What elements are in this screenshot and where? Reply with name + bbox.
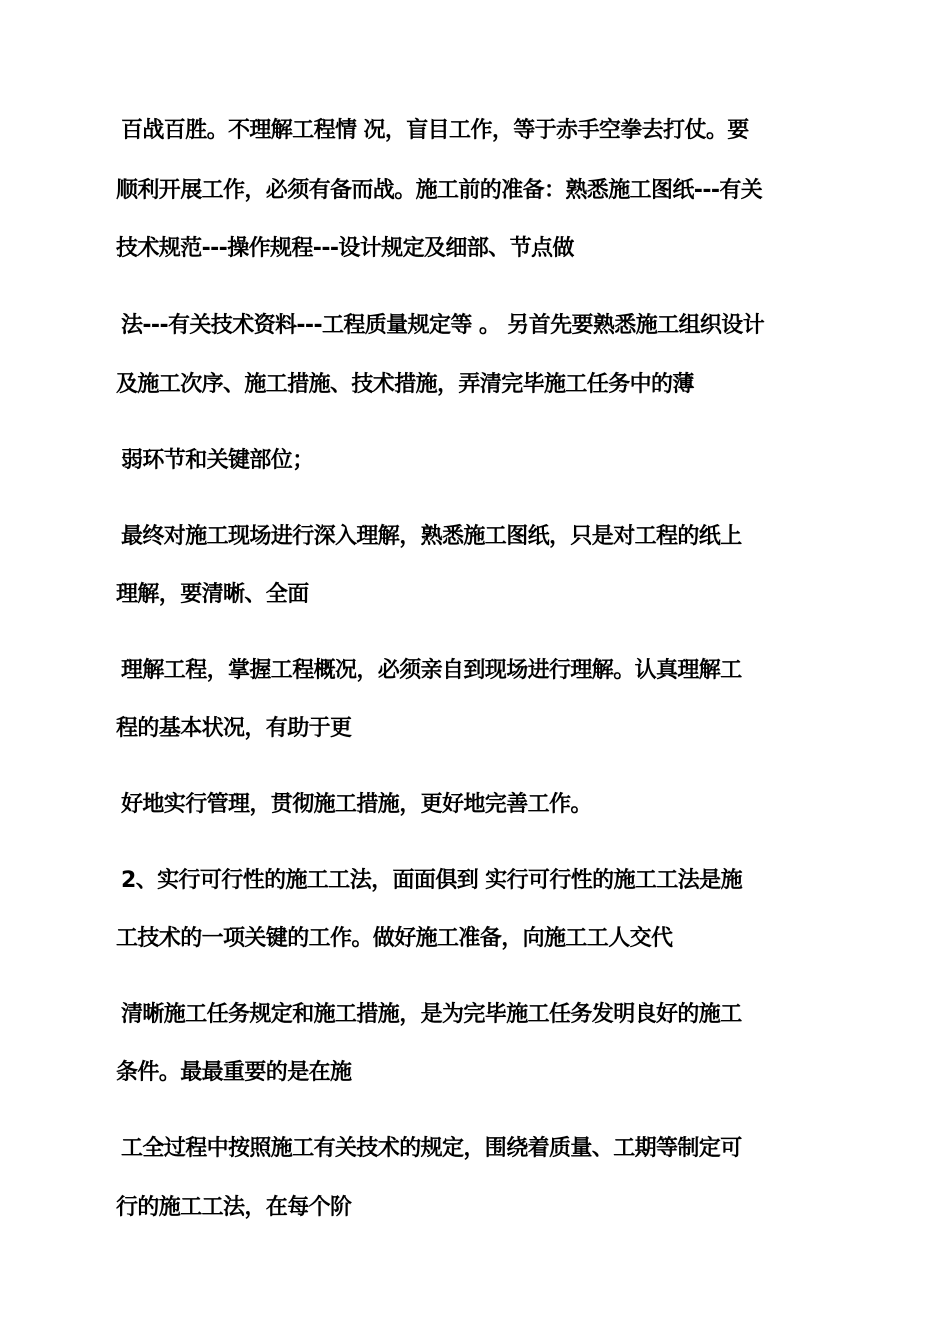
text-line: 百战百胜。不理解工程情 况，盲目工作，等于赤手空拳去打仗。要 (121, 118, 749, 143)
text-line: 清晰施工任务规定和施工措施，是为完毕施工任务发明良好的施工 (121, 1002, 742, 1027)
text-line: 工技术的一项关键的工作。做好施工准备，向施工工人交代 (116, 926, 673, 951)
text-line: 顺利开展工作，必须有备而战。施工前的准备：熟悉施工图纸---有关 (116, 178, 763, 203)
text-line: 法---有关技术资料---工程质量规定等 。 另首先要熟悉施工组织设计 (121, 313, 765, 338)
text-line: 程的基本状况，有助于更 (116, 716, 352, 741)
text-line: 2、实行可行性的施工工法，面面俱到 实行可行性的施工工法是施 (121, 868, 742, 893)
text-line: 技术规范---操作规程---设计规定及细部、节点做 (116, 236, 574, 261)
text-line: 及施工次序、施工措施、技术措施，弄清完毕施工任务中的薄 (116, 372, 694, 397)
text-line: 理解工程，掌握工程概况，必须亲自到现场进行理解。认真理解工 (121, 658, 742, 683)
text-line: 弱环节和关键部位； (121, 448, 314, 473)
text-line: 工全过程中按照施工有关技术的规定，围绕着质量、工期等制定可 (121, 1136, 742, 1161)
text-line: 最终对施工现场进行深入理解，熟悉施工图纸，只是对工程的纸上 (121, 524, 742, 549)
text-line: 行的施工工法，在每个阶 (116, 1195, 352, 1220)
text-line: 好地实行管理，贯彻施工措施，更好地完善工作。 (121, 792, 592, 817)
text-line: 理解，要清晰、全面 (116, 582, 309, 607)
text-line: 条件。最最重要的是在施 (116, 1060, 352, 1085)
